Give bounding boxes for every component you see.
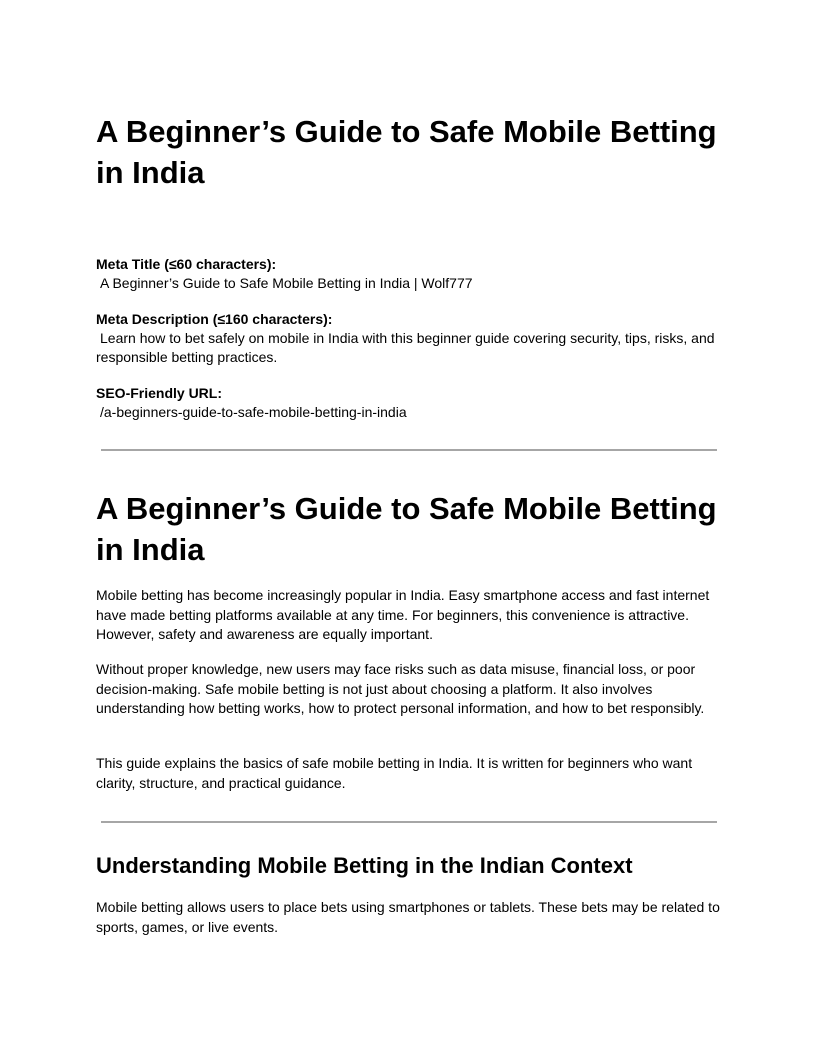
meta-title-value: A Beginner’s Guide to Safe Mobile Betting in India | Wolf777: [100, 275, 473, 291]
article-paragraph-2: Without proper knowledge, new users may face risks such as data misuse, financial loss, or poor decision-making. Safe mobile betting is not just about choosing a platform. It also involves understanding how betting works, how to protect personal information, and how to bet responsibly.: [96, 661, 705, 716]
horizontal-rule-2: [101, 821, 717, 823]
section-heading: Understanding Mobile Betting in the Indian Context: [96, 853, 633, 878]
seo-url-value: /a-beginners-guide-to-safe-mobile-betting-in-india: [100, 404, 407, 420]
document-title: A Beginner’s Guide to Safe Mobile Betting in India: [96, 114, 717, 190]
seo-url-block: [96, 384, 720, 422]
article-paragraph-3: This guide explains the basics of safe mobile betting in India. It is written for beginners who want clarity, structure, and practical guidance.: [96, 755, 693, 791]
meta-title-label: Meta Title (≤60 characters):: [96, 256, 277, 272]
meta-title-block: [96, 255, 720, 293]
meta-description-block: [96, 310, 720, 367]
meta-description-label: Meta Description (≤160 characters):: [96, 311, 333, 327]
article-heading: A Beginner’s Guide to Safe Mobile Betting in India: [96, 491, 717, 567]
section-paragraph: Mobile betting allows users to place bets using smartphones or tablets. These bets may be related to sports, games, or live events.: [96, 899, 720, 935]
article-paragraph-1: Mobile betting has become increasingly popular in India. Easy smartphone access and fast internet have made betting platforms available at any time. For beginners, this convenience is attractive. However, safety and awareness are equally important.: [96, 587, 710, 642]
horizontal-rule-1: [101, 449, 717, 451]
meta-description-value: Learn how to bet safely on mobile in India with this beginner guide covering security, tips, risks, and responsible betting practices.: [96, 330, 715, 365]
seo-url-label: SEO-Friendly URL:: [96, 385, 223, 401]
